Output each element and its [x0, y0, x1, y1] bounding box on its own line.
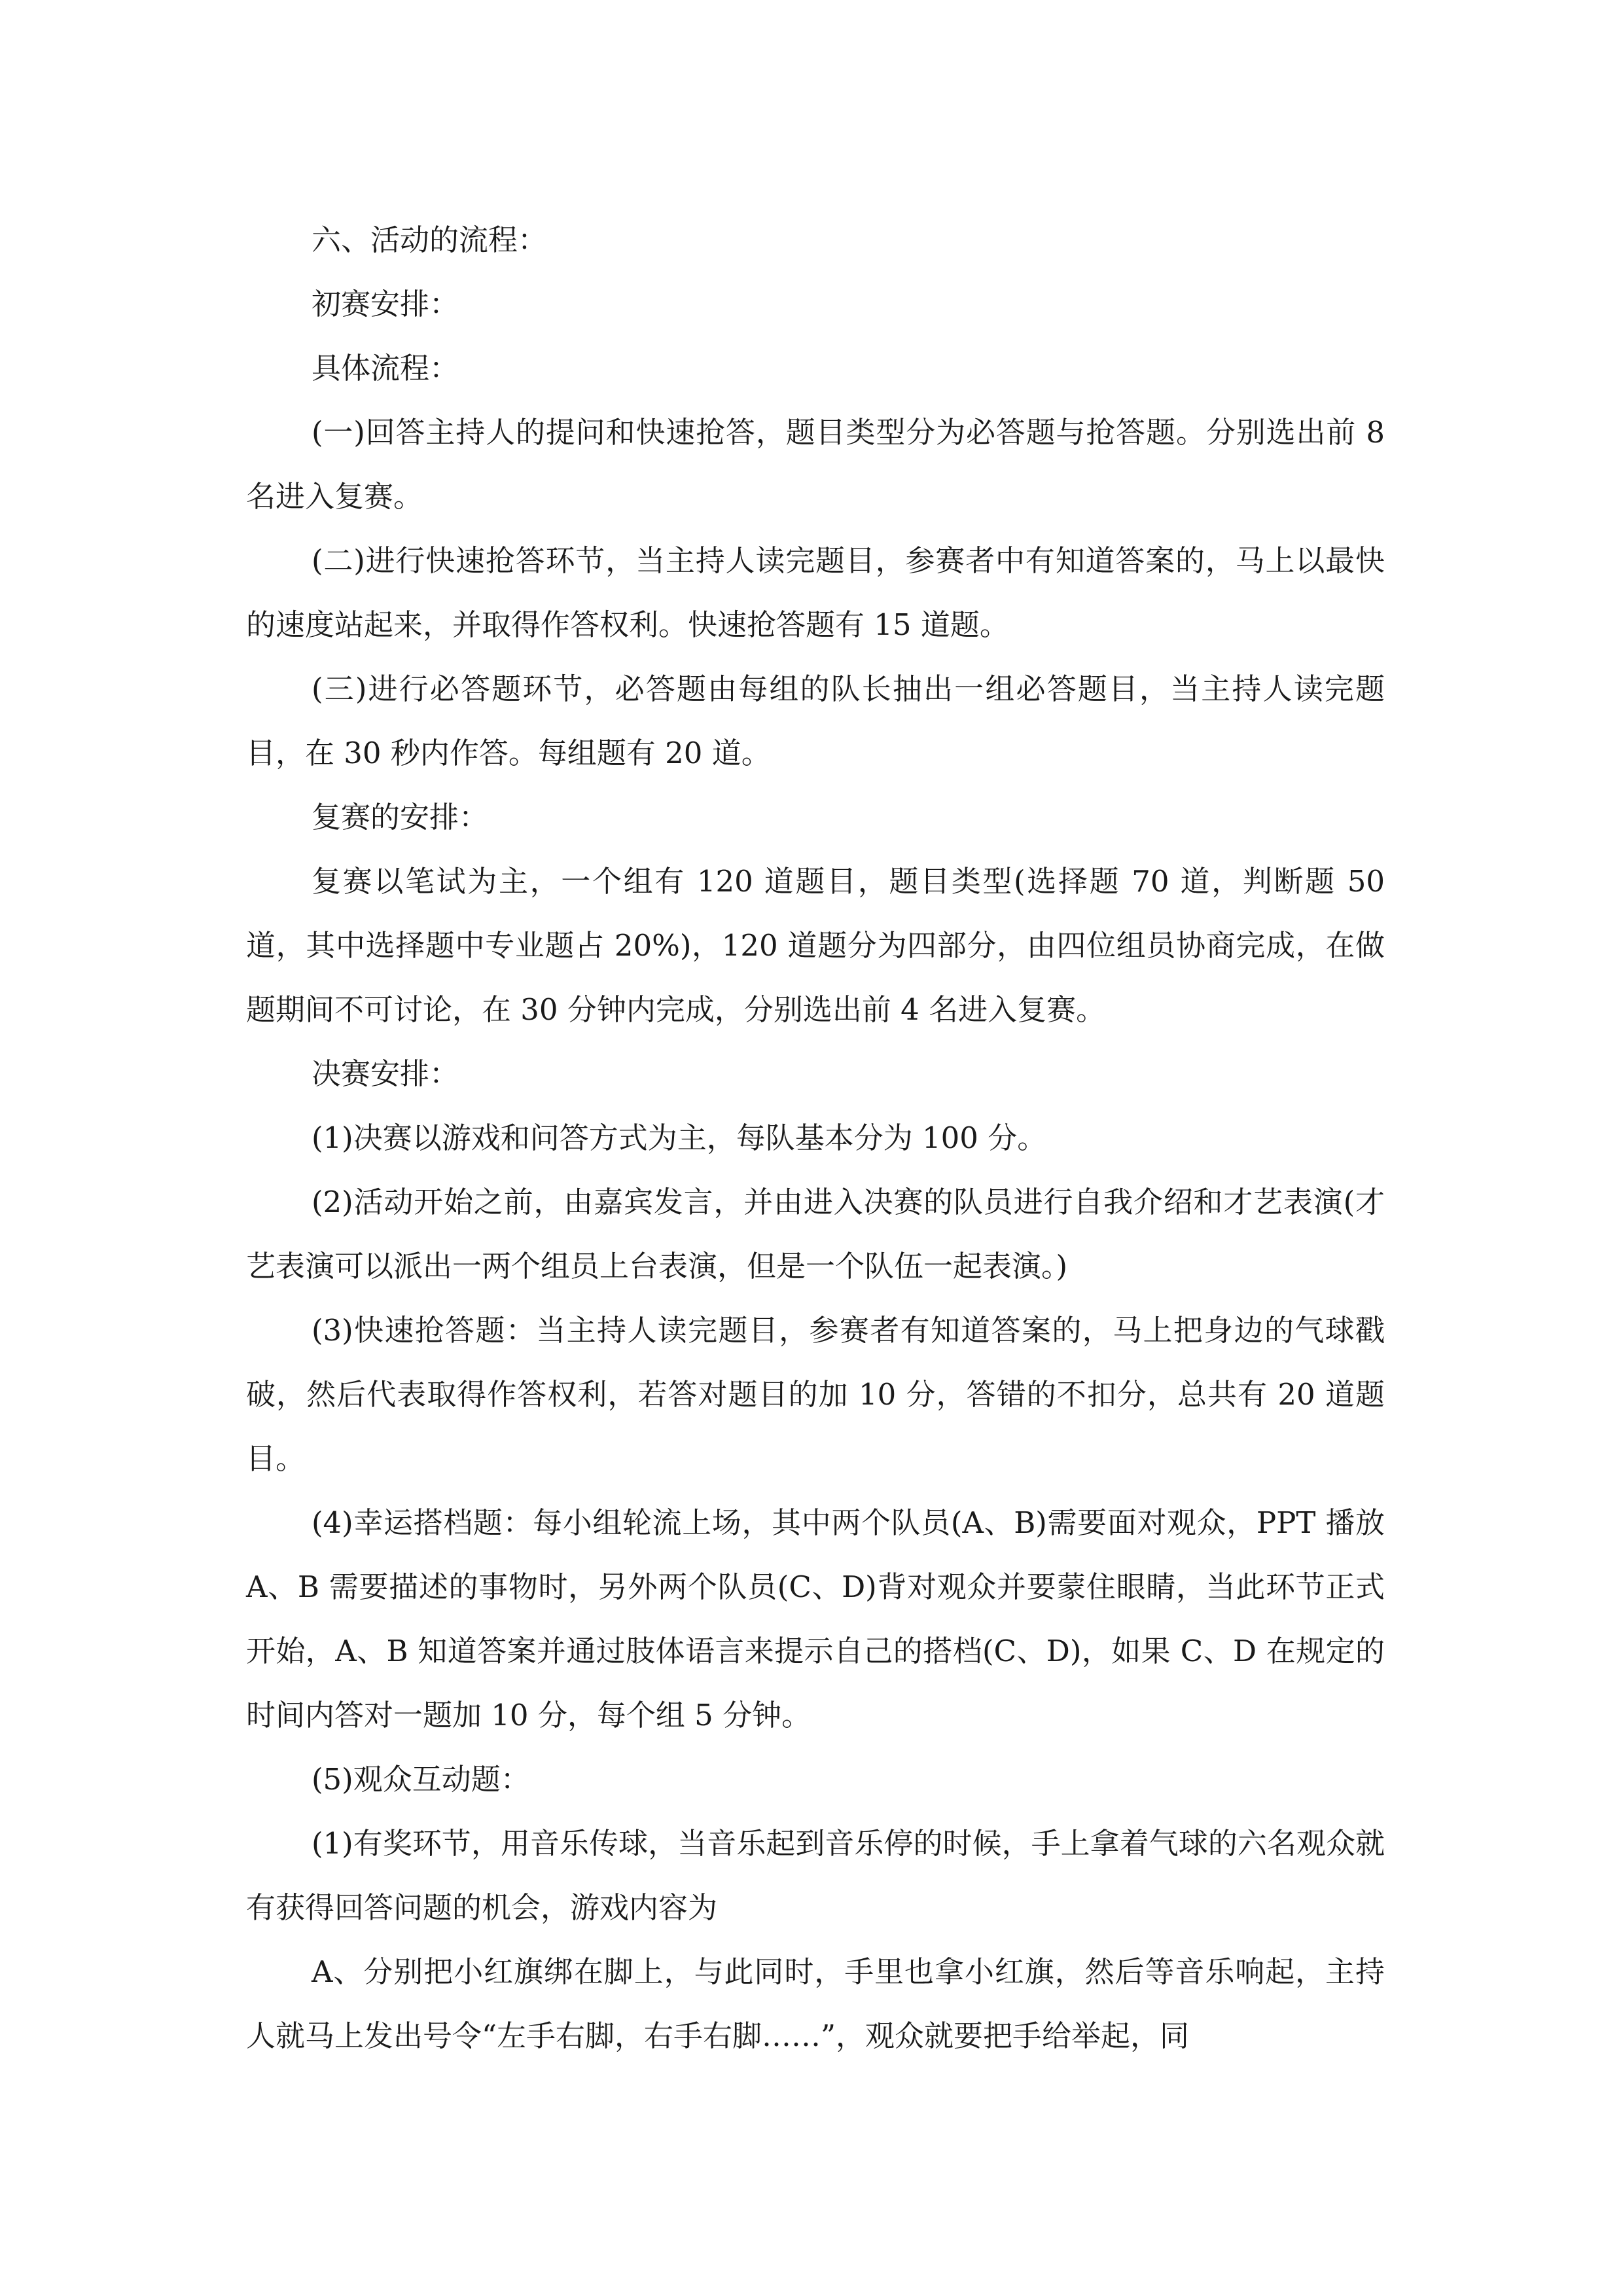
paragraph-item-1: (一)回答主持人的提问和快速抢答，题目类型分为必答题与抢答题。分别选出前 8 名进入复赛。 — [246, 415, 1385, 514]
paragraph-final-5: (5)观众互动题： — [312, 1762, 530, 1797]
paragraph-game-a: A、分别把小红旗绑在脚上，与此同时，手里也拿小红旗，然后等音乐响起，主持人就马上发出号令“左手右脚，右手右脚……”，观众就要把手给举起，同 — [246, 1954, 1385, 2053]
paragraph-final-2: (2)活动开始之前，由嘉宾发言，并由进入决赛的队员进行自我介绍和才艺表演(才艺表演可以派出一两个组员上台表演，但是一个队伍一起表演。) — [246, 1185, 1385, 1283]
paragraph-final-4: (4)幸运搭档题：每小组轮流上场，其中两个队员(A、B)需要面对观众，PPT 播放 A、B 需要描述的事物时，另外两个队员(C、D)背对观众并要蒙住眼睛，当此环节正式开始，A、B 知道答案并通过肢体语言来提示自己的搭档(C、D)，如果 C、D 在规定的时间内答对一题加 10 分，每个组 5 分钟。 — [246, 1505, 1385, 1732]
paragraph-semifinal: 复赛以笔试为主，一个组有 120 道题目，题目类型(选择题 70 道，判断题 50 道，其中选择题中专业题占 20%)，120 道题分为四部分，由四位组员协商完成，在做题期间不可讨论，在 30 分钟内完成，分别选出前 4 名进入复赛。 — [246, 864, 1385, 1027]
paragraph-final-1: (1)决赛以游戏和问答方式为主，每队基本分为 100 分。 — [312, 1121, 1047, 1155]
heading-final-arrangement: 决赛安排： — [312, 1056, 459, 1091]
paragraph-item-3: (三)进行必答题环节，必答题由每组的队长抽出一组必答题目，当主持人读完题目，在 30 秒内作答。每组题有 20 道。 — [246, 672, 1385, 770]
heading-activity-process: 六、活动的流程： — [312, 223, 548, 257]
heading-specific-process: 具体流程： — [312, 351, 459, 386]
heading-preliminary-arrangement: 初赛安排： — [312, 287, 459, 321]
document-body — [246, 208, 1385, 2068]
heading-semifinal-arrangement: 复赛的安排： — [312, 800, 489, 834]
paragraph-item-2: (二)进行快速抢答环节，当主持人读完题目，参赛者中有知道答案的，马上以最快的速度站起来，并取得作答权利。快速抢答题有 15 道题。 — [246, 543, 1385, 642]
paragraph-final-3: (3)快速抢答题：当主持人读完题目，参赛者有知道答案的，马上把身边的气球戳破，然后代表取得作答权利，若答对题目的加 10 分，答错的不扣分，总共有 20 道题目。 — [246, 1313, 1385, 1476]
paragraph-prize-session: (1)有奖环节，用音乐传球，当音乐起到音乐停的时候，手上拿着气球的六名观众就有获得回答问题的机会，游戏内容为 — [246, 1826, 1385, 1925]
